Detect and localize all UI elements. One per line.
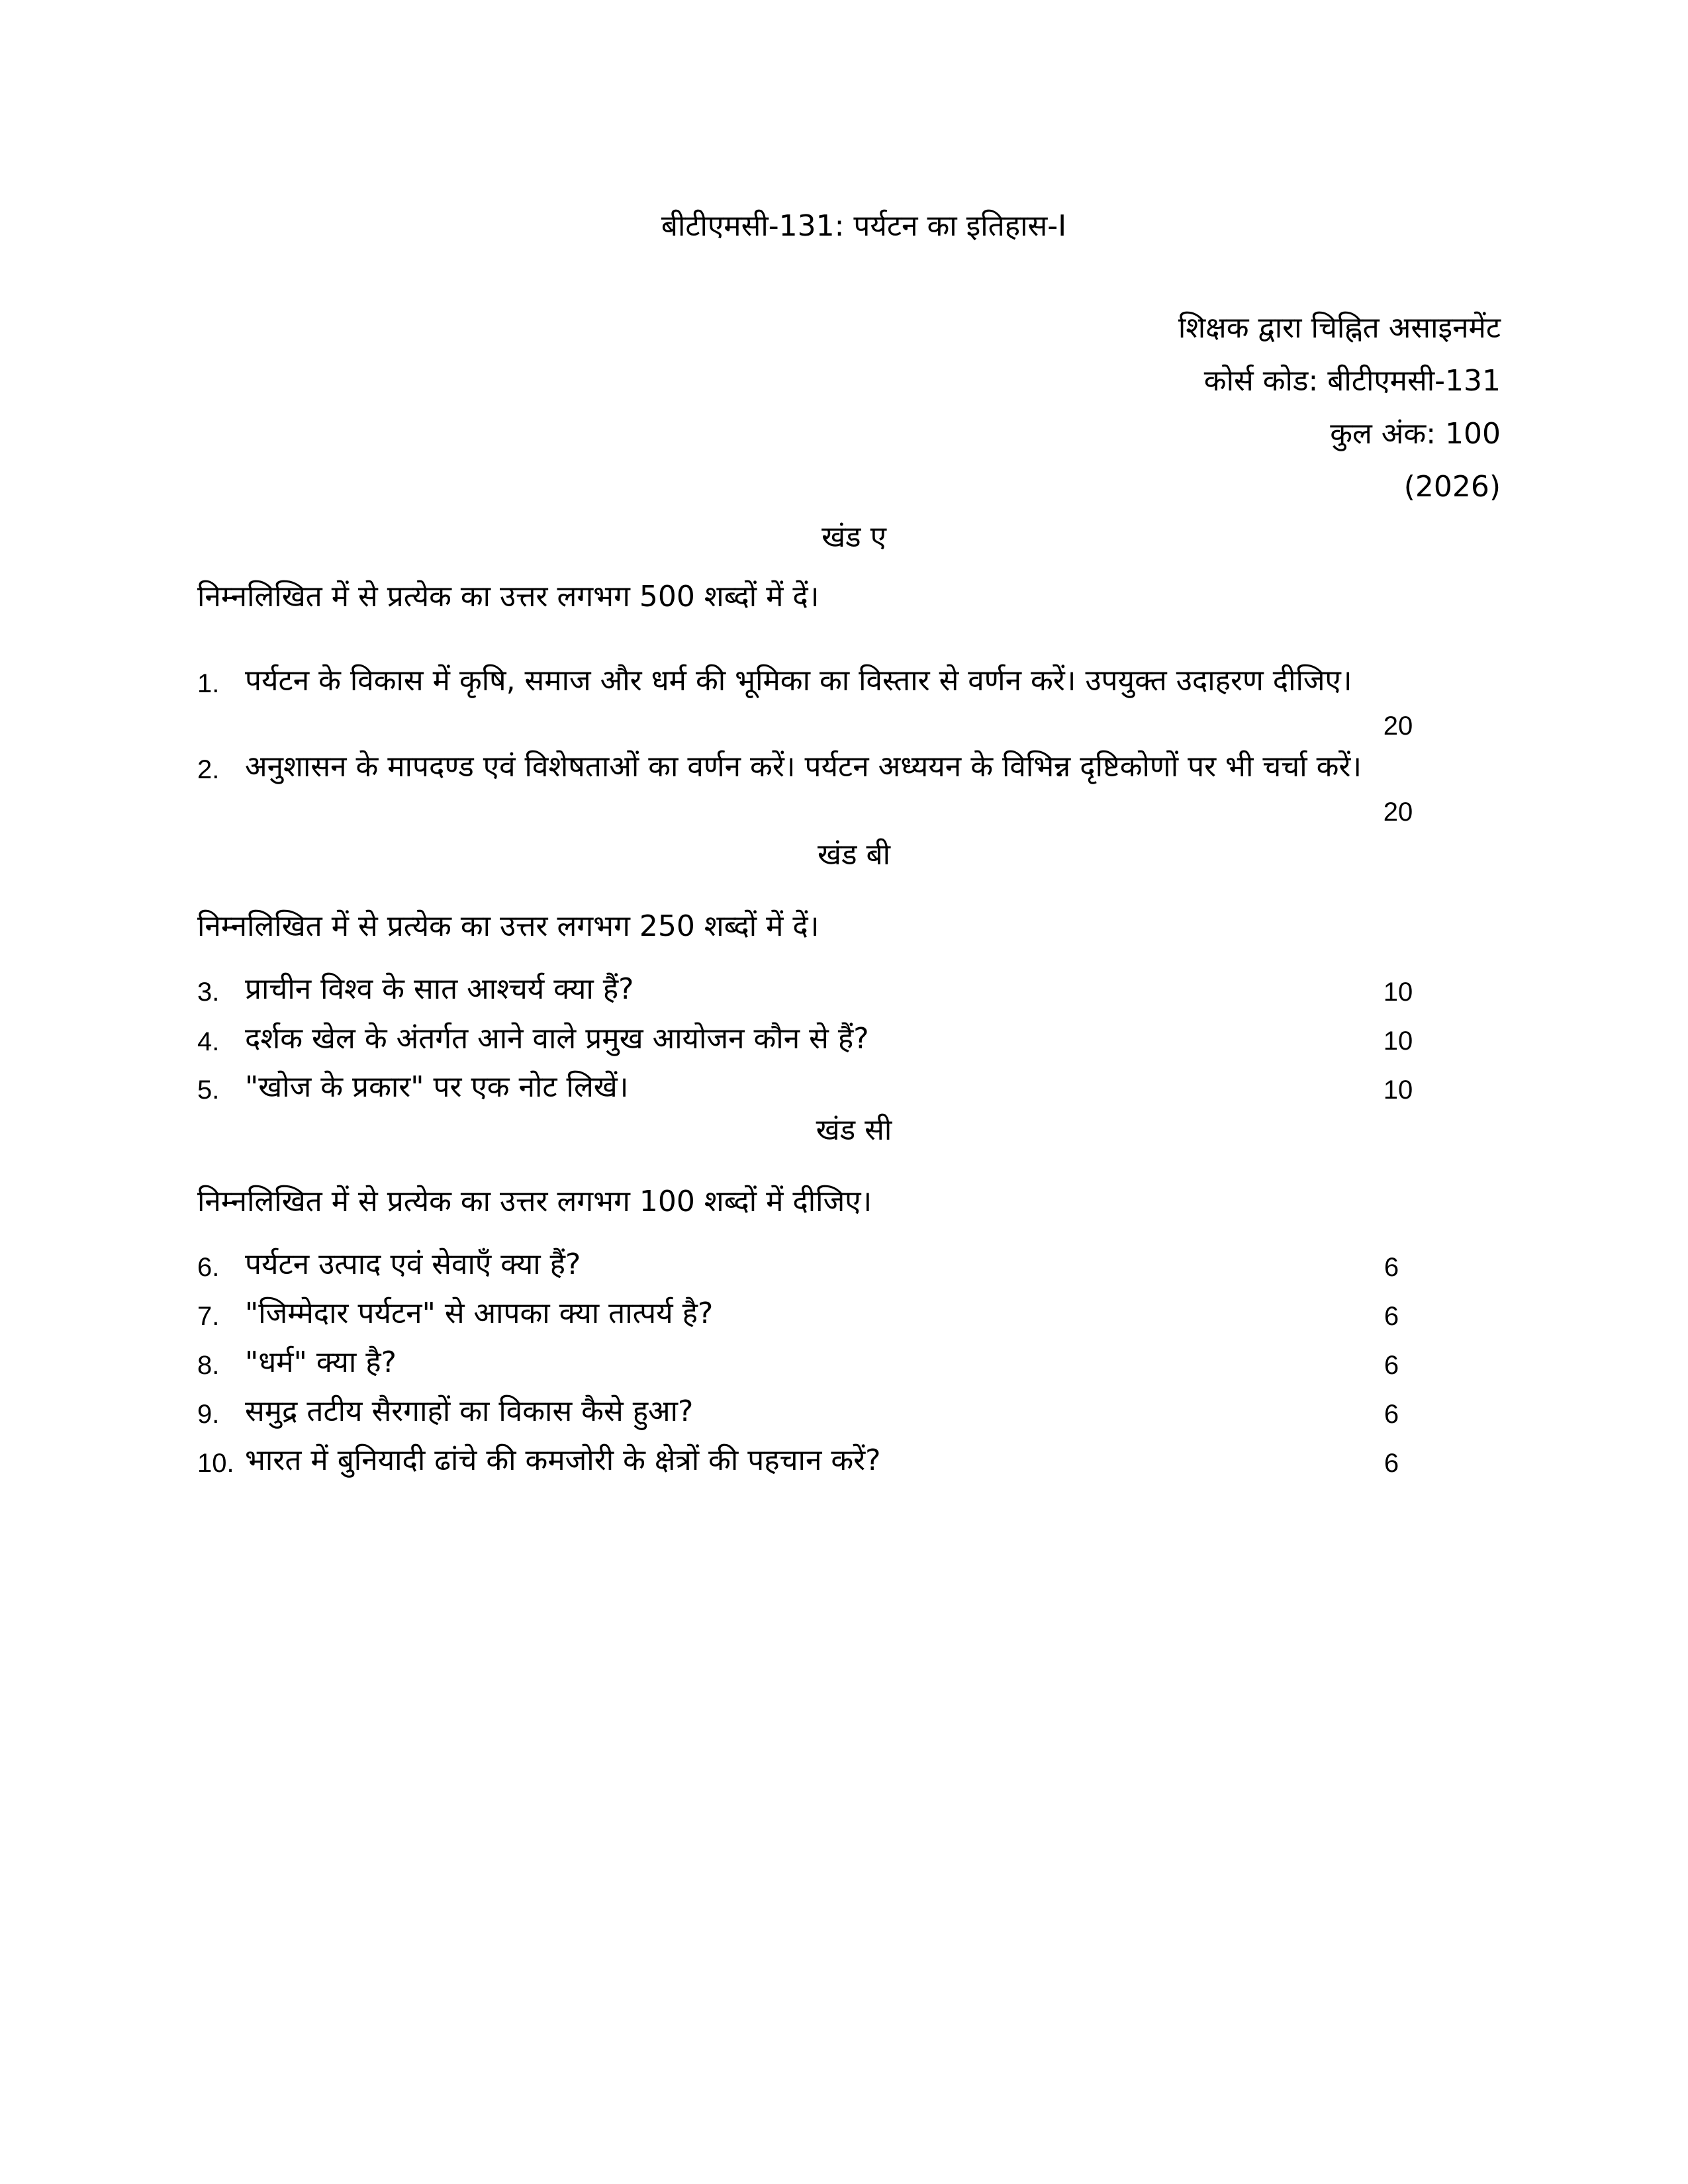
question-number: 2.	[197, 755, 220, 784]
question-text: "धर्म" क्या है?	[245, 1345, 397, 1379]
question-text: प्राचीन विश्व के सात आश्चर्य क्या हैं?	[245, 972, 634, 1006]
year: (2026)	[1403, 470, 1501, 504]
question-10-marks: 6	[1383, 1449, 1399, 1478]
question-text: "जिम्मेदार पर्यटन" से आपका क्या तात्पर्य है?	[245, 1297, 714, 1330]
question-number: 10.	[197, 1449, 234, 1478]
question-5-marks: 10	[1383, 1075, 1413, 1105]
question-3-marks: 10	[1383, 978, 1413, 1007]
section-b-heading: खंड बी	[817, 838, 891, 872]
section-a-heading: खंड ए	[821, 520, 886, 554]
question-number: 5.	[197, 1075, 220, 1105]
question-text: समुद्र तटीय सैरगाहों का विकास कैसे हुआ?	[245, 1394, 694, 1428]
question-2-marks: 20	[1383, 797, 1413, 827]
question-6-marks: 6	[1383, 1253, 1399, 1282]
section-c-heading: खंड सी	[816, 1113, 892, 1147]
question-text: "खोज के प्रकार" पर एक नोट लिखें।	[245, 1070, 629, 1104]
section-c-instruction: निम्नलिखित में से प्रत्येक का उत्तर लगभग 100 शब्दों में दीजिए।	[197, 1185, 872, 1218]
question-number: 6.	[197, 1253, 220, 1282]
question-text: भारत में बुनियादी ढांचे की कमजोरी के क्षेत्रों की पहचान करें?	[245, 1443, 881, 1477]
question-text: दर्शक खेल के अंतर्गत आने वाले प्रमुख आयोजन कौन से हैं?	[245, 1022, 869, 1056]
question-1-marks: 20	[1383, 711, 1413, 741]
question-number: 4.	[197, 1027, 220, 1056]
section-a-instruction: निम्नलिखित में से प्रत्येक का उत्तर लगभग 500 शब्दों में दें।	[197, 580, 820, 614]
course-code: कोर्स कोड: बीटीएमसी-131	[1203, 364, 1501, 398]
question-number: 7.	[197, 1302, 220, 1331]
question-9-marks: 6	[1383, 1400, 1399, 1429]
assignment-meta	[1178, 308, 1501, 520]
question-number: 1.	[197, 669, 220, 698]
question-4-marks: 10	[1383, 1026, 1413, 1056]
assignment-type: शिक्षक द्वारा चिह्नित असाइनमेंट	[1178, 311, 1501, 345]
question-7-marks: 6	[1383, 1302, 1399, 1331]
question-text: पर्यटन के विकास में कृषि, समाज और धर्म की भूमिका का विस्तार से वर्णन करें। उपयुक्त उदाहरण दीजिए।	[245, 664, 1352, 698]
question-text: पर्यटन उत्पाद एवं सेवाएँ क्या हैं?	[245, 1248, 581, 1281]
question-number: 9.	[197, 1400, 220, 1429]
question-8-marks: 6	[1383, 1351, 1399, 1380]
question-text: अनुशासन के मापदण्ड एवं विशेषताओं का वर्णन करें। पर्यटन अध्ययन के विभिन्न दृष्टिकोणों पर भी चर्चा करें।	[245, 750, 1362, 784]
question-number: 8.	[197, 1351, 220, 1380]
section-b-instruction: निम्नलिखित में से प्रत्येक का उत्तर लगभग 250 शब्दों में दें।	[197, 909, 820, 943]
document-title: बीटीएमसी-131: पर्यटन का इतिहास-I	[661, 209, 1067, 243]
question-number: 3.	[197, 978, 220, 1007]
total-marks: कुल अंक: 100	[1330, 417, 1501, 451]
